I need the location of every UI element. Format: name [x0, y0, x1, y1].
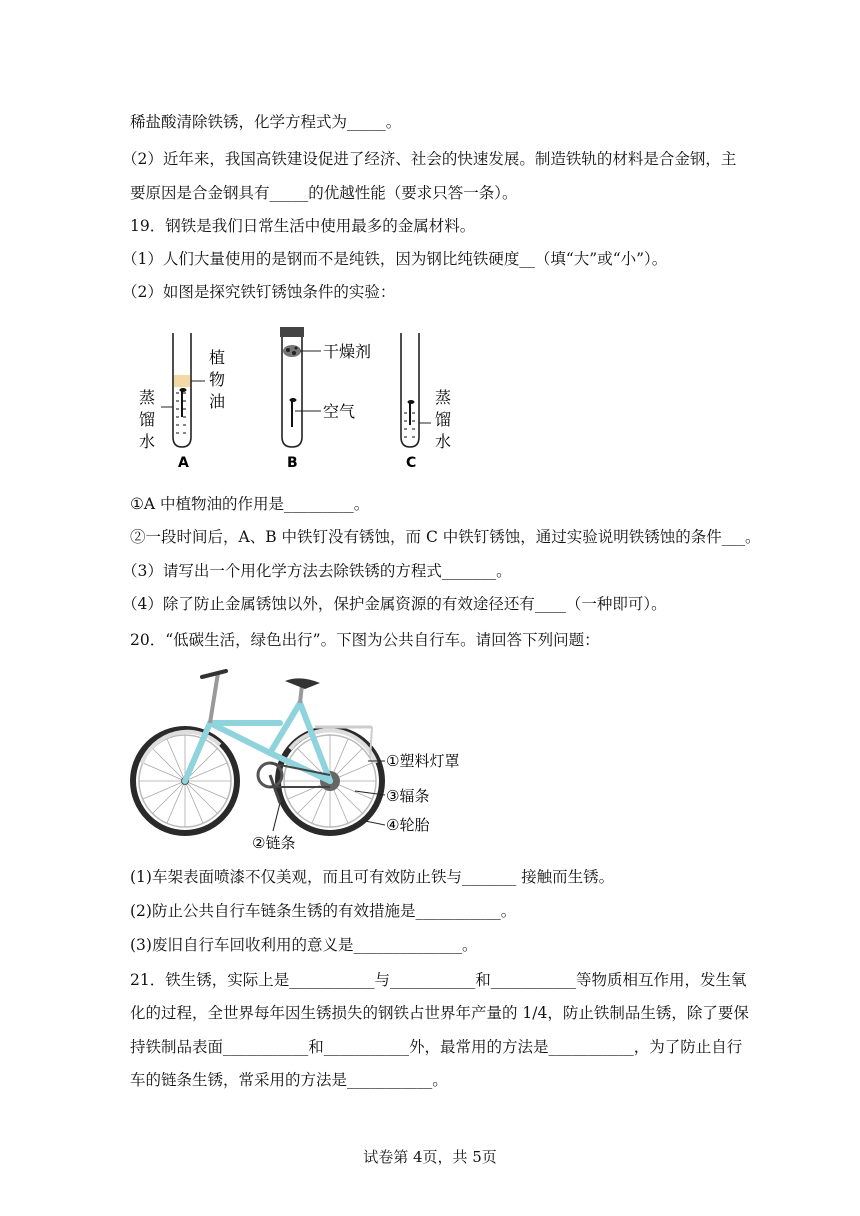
text-line-10: （4）除了防止金属锈蚀以外，保护金属资源的有效途径还有____（一种即可）。 [122, 595, 667, 613]
text-line-1: 稀盐酸清除铁锈，化学方程式为_____。 [130, 113, 402, 131]
label-air: 空气 [323, 402, 356, 421]
text-line-14: (3)废旧自行车回收利用的意义是______________。 [130, 936, 478, 954]
label-water-a-2: 馏 [139, 410, 156, 429]
label-oil-3: 油 [209, 392, 226, 411]
plant-oil-layer [174, 375, 190, 387]
tube-a-label: A [178, 455, 189, 471]
test-tube-diagram [135, 325, 470, 475]
text-line-5: （1）人们大量使用的是钢而不是纯铁，因为钢比纯铁硬度__（填“大”或“小”）。 [122, 250, 668, 268]
text-line-13: (2)防止公共自行车链条生锈的有效措施是___________。 [130, 902, 517, 920]
text-line-2: （2）近年来，我国高铁建设促进了经济、社会的快速发展。制造铁轨的材料是合金钢，主 [122, 150, 737, 168]
bicycle-figure [130, 663, 475, 855]
question-19: 19．钢铁是我们日常生活中使用最多的金属材料。 [130, 217, 476, 235]
label-water-c-3: 水 [435, 432, 452, 451]
label-water-a-3: 水 [139, 432, 156, 451]
question-21: 21．铁生锈，实际上是___________与___________和___________等物质相互作用，发生氧 [130, 971, 747, 989]
test-tube-figure [135, 325, 470, 475]
text-line-6: （2）如图是探究铁钉锈蚀条件的实验： [122, 283, 396, 301]
tube-c-label: C [406, 455, 417, 471]
label-water-c-1: 蒸 [435, 388, 452, 407]
label-water-c-2: 馏 [435, 410, 452, 429]
label-tire: ④轮胎 [386, 816, 430, 834]
label-water-a-1: 蒸 [139, 388, 156, 407]
label-oil-1: 植 [209, 348, 226, 367]
text-line-8: ②一段时间后，A、B 中铁钉没有锈蚀，而 C 中铁钉锈蚀，通过实验说明铁锈蚀的条件___。 [130, 528, 761, 546]
text-line-17: 持铁制品表面___________和___________外，最常用的方法是___________，为了防止自行 [130, 1038, 743, 1056]
text-line-7: ①A 中植物油的作用是_________。 [130, 495, 370, 513]
text-line-3: 要原因是合金钢具有_____的优越性能（要求只答一条）。 [130, 184, 518, 202]
label-spokes: ③辐条 [386, 787, 430, 805]
tube-a [139, 333, 225, 471]
question-20: 20．“低碳生活，绿色出行”。下图为公共自行车。请回答下列问题： [130, 631, 600, 649]
label-desiccant: 干燥剂 [323, 342, 372, 361]
text-line-16: 化的过程，全世界每年因生锈损失的钢铁占世界年产量的 1/4，防止铁制品生锈，除了要保 [130, 1004, 749, 1022]
label-chain: ②链条 [252, 834, 296, 852]
label-oil-2: 物 [209, 370, 226, 389]
page-footer: 试卷第 4页，共 5页 [363, 1148, 497, 1166]
text-line-12: (1)车架表面喷漆不仅美观，而且可有效防止铁与_______ 接触而生锈。 [130, 868, 615, 886]
bicycle-diagram [130, 663, 475, 855]
label-plastic-lamp-cover: ①塑料灯罩 [386, 752, 460, 770]
text-line-9: （3）请写出一个用化学方法去除铁锈的方程式_______。 [122, 562, 512, 580]
text-line-18: 车的链条生锈，常采用的方法是___________。 [130, 1071, 448, 1089]
bike-frame [185, 703, 330, 781]
tube-b [280, 327, 371, 471]
stopper [280, 327, 304, 337]
desiccant-icon [283, 345, 301, 357]
tube-b-label: B [287, 455, 298, 471]
tube-c [401, 333, 451, 471]
